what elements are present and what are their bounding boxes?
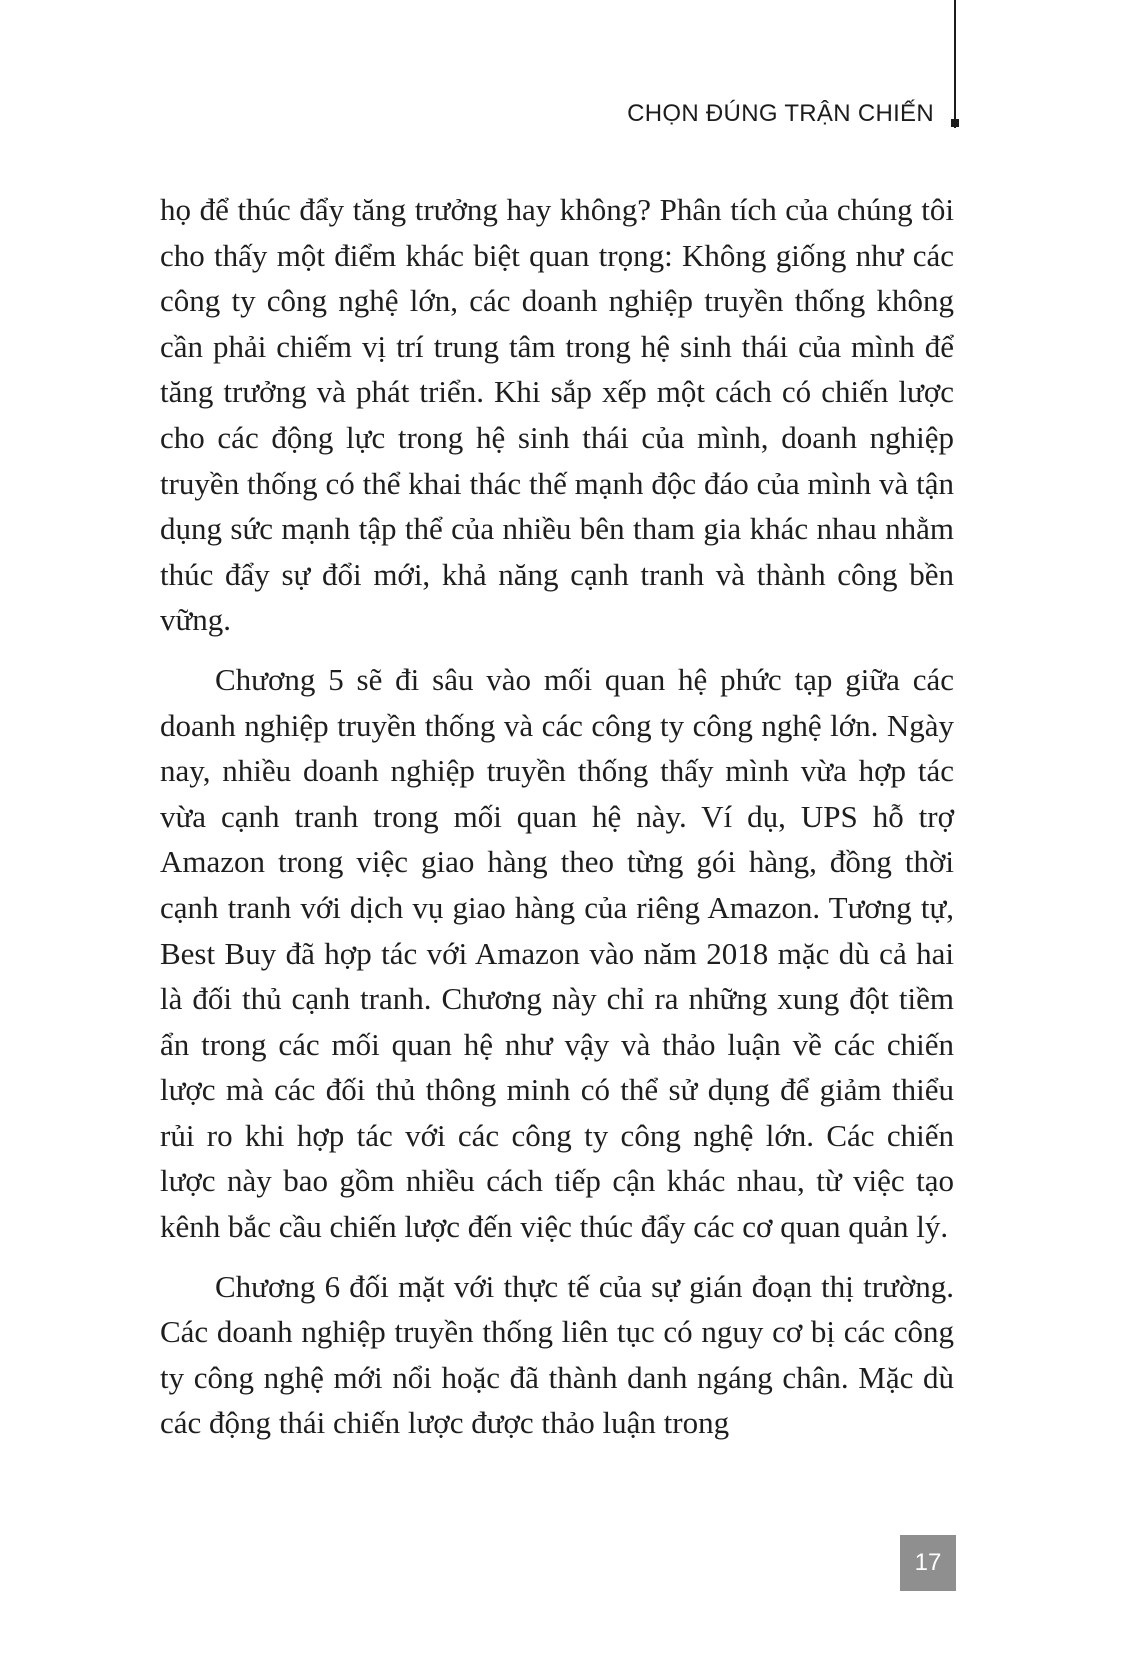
header-marker [951, 119, 959, 127]
page-number-badge: 17 [900, 1535, 956, 1591]
running-head-title: CHỌN ĐÚNG TRẬN CHIẾN [627, 100, 934, 127]
paragraph-chapter-5: Chương 5 sẽ đi sâu vào mối quan hệ phức tạp giữa các doanh nghiệp truyền thống và các công ty công nghệ lớn. Ngày nay, nhiều doanh nghiệp truyền thống thấy mình vừa hợp tác vừa cạnh tranh trong mối quan hệ này. Ví dụ, UPS hỗ trợ Amazon trong việc giao hàng theo từng gói hàng, đồng thời cạnh tranh với dịch vụ giao hàng của riêng Amazon. Tương tự, Best Buy đã hợp tác với Amazon vào năm 2018 mặc dù cả hai là đối thủ cạnh tranh. Chương này chỉ ra những xung đột tiềm ẩn trong các mối quan hệ như vậy và thảo luận về các chiến lược mà các đối thủ thông minh có thể sử dụng để giảm thiểu rủi ro khi hợp tác với các công ty công nghệ lớn. Các chiến lược này bao gồm nhiều cách tiếp cận khác nhau, từ việc tạo kênh bắc cầu chiến lược đến việc thúc đẩy các cơ quan quản lý. [160, 661, 954, 1245]
header-vertical-rule [954, 0, 956, 128]
paragraph-chapter-6: Chương 6 đối mặt với thực tế của sự gián đoạn thị trường. Các doanh nghiệp truyền thống liên tục có nguy cơ bị các công ty công nghệ mới nổi hoặc đã thành danh ngáng chân. Mặc dù các động thái chiến lược được thảo luận trong [160, 1268, 954, 1441]
paragraph-continuation: họ để thúc đẩy tăng trưởng hay không? Phân tích của chúng tôi cho thấy một điểm khác biệt quan trọng: Không giống như các công ty công nghệ lớn, các doanh nghiệp truyền thống không cần phải chiếm vị trí trung tâm trong hệ sinh thái của mình để tăng trưởng và phát triển. Khi sắp xếp một cách có chiến lược cho các động lực trong hệ sinh thái của mình, doanh nghiệp truyền thống có thể khai thác thế mạnh độc đáo của mình và tận dụng sức mạnh tập thể của nhiều bên tham gia khác nhau nhằm thúc đẩy sự đổi mới, khả năng cạnh tranh và thành công bền vững. [160, 192, 954, 638]
body-text [160, 187, 954, 1460]
